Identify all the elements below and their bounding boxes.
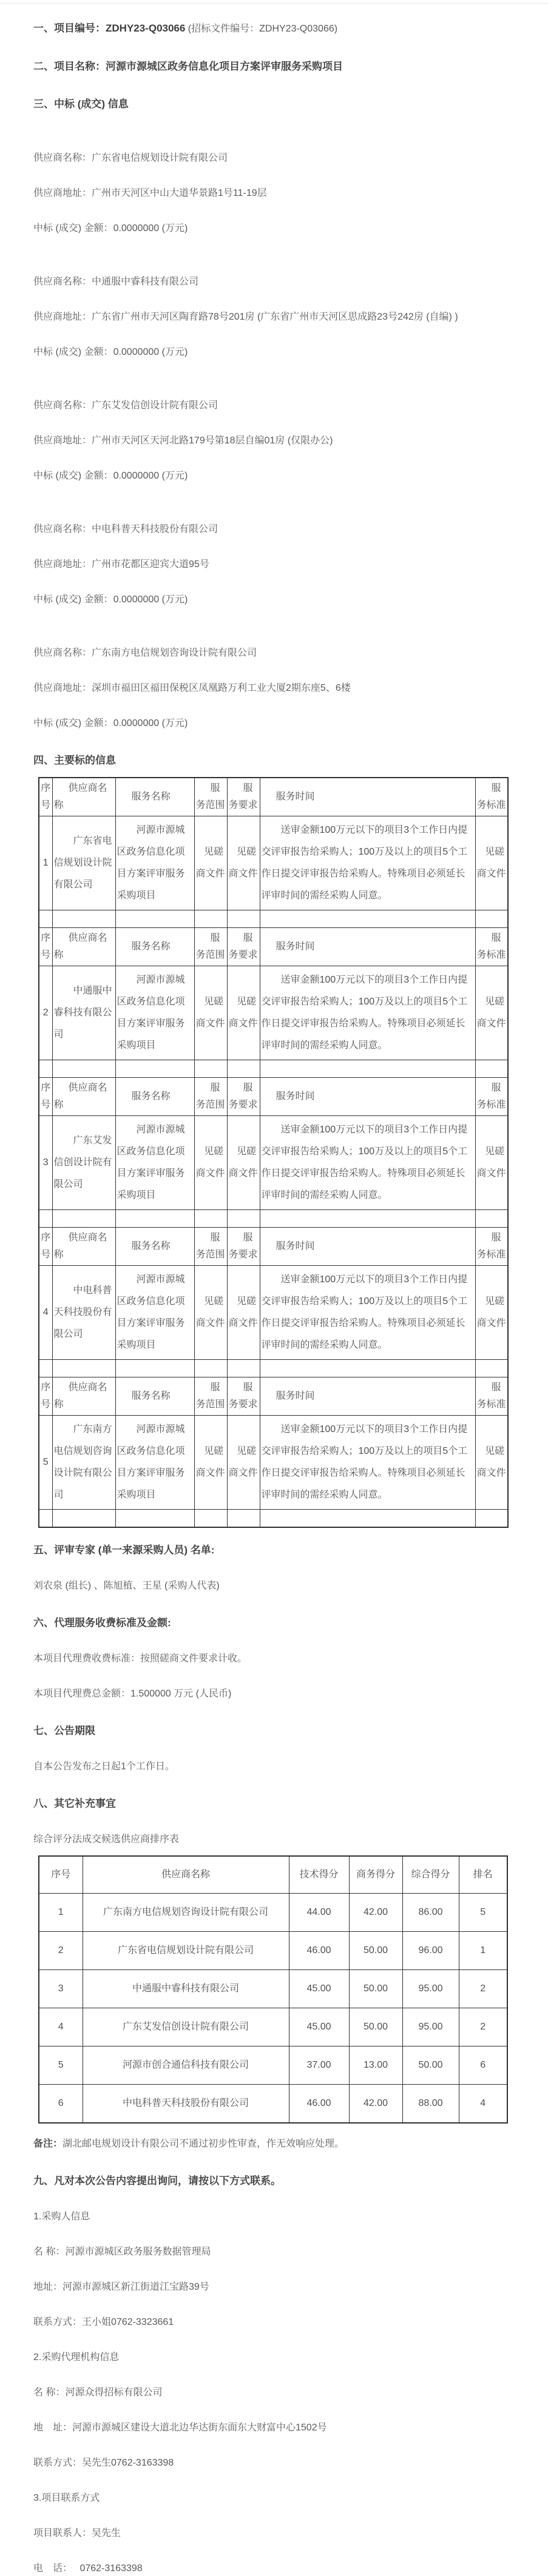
announcement-period-heading: 七、公告期限 — [33, 1725, 95, 1737]
spacer-cell — [475, 1210, 508, 1228]
purchaser-contact: 联系方式：王小姐0762-3323661 — [33, 2317, 174, 2327]
spacer-cell — [115, 910, 194, 928]
ranking-row — [39, 2008, 507, 2046]
cell-tech-score: 37.00 — [289, 2046, 349, 2085]
supplier-name-value: 中电科普天科技股份有限公司 — [92, 524, 218, 534]
cell-supplier: 广东省电信规划设计院有限公司 — [52, 816, 115, 910]
amount-value: 0.0000000 (万元) — [113, 347, 188, 357]
spacer-cell — [227, 1360, 260, 1377]
supplier-name-label: 供应商名称： — [33, 400, 92, 411]
cell-total-score: 50.00 — [402, 2046, 459, 2085]
col-requirement: 服务要求 — [227, 928, 260, 966]
col-standard: 服务标准 — [475, 778, 508, 816]
spacer-cell — [260, 1510, 475, 1528]
col-seq: 序号 — [39, 1377, 52, 1416]
spacer-cell — [475, 1060, 508, 1078]
cell-time: 送审金额100万元以下的项目3个工作日内提交评审报告给采购人；100万及以上的项目5个工作日提交评审报告给采购人。特殊项目必须延长评审时间的需经采购人同意。 — [260, 1266, 475, 1360]
subject-header-row — [39, 1228, 508, 1266]
supplier-addr-label: 供应商地址： — [33, 312, 92, 322]
agency-contact: 联系方式：吴先生0762-3163398 — [33, 2458, 174, 2468]
col-supplier: 供应商名称 — [52, 1377, 115, 1416]
spacer-cell — [115, 1360, 194, 1377]
col-standard: 服务标准 — [475, 1078, 508, 1116]
spacer-cell — [475, 1510, 508, 1528]
supplier-name-value: 广东省电信规划设计院有限公司 — [92, 153, 228, 163]
supplier-addr-value: 广东省广州市天河区陶育路78号201房 (广东省广州市天河区思成路23号242房 (自编) ) — [92, 312, 458, 322]
cell-seq: 3 — [39, 1116, 52, 1210]
cell-time: 送审金额100万元以下的项目3个工作日内提交评审报告给采购人；100万及以上的项目5个工作日提交评审报告给采购人。特殊项目必须延长评审时间的需经采购人同意。 — [260, 1116, 475, 1210]
col-time: 服务时间 — [260, 1377, 475, 1416]
remark-label: 备注： — [33, 2139, 63, 2149]
project-contact-phone: 电 话： 0762-3163398 — [33, 2563, 143, 2574]
supplier-addr-line — [33, 661, 515, 696]
contact-heading: 九、凡对本次公告内容提出询问，请按以下方式联系。 — [33, 2175, 281, 2187]
ranking-table — [38, 1855, 508, 2124]
cell-biz-score: 42.00 — [349, 2085, 402, 2124]
purchaser-address: 地址：河源市源城区新江街道江宝路39号 — [33, 2282, 209, 2292]
amount-label: 中标 (成交) 金额： — [33, 718, 113, 728]
award-info-heading: 三、中标 (成交) 信息 — [33, 98, 129, 110]
ranking-header-row — [39, 1856, 507, 1894]
cell-biz-score: 50.00 — [349, 1932, 402, 1970]
subject-data-row — [39, 816, 508, 910]
supplier-name-line — [33, 502, 515, 537]
cell-requirement: 见磋商文件 — [227, 1266, 260, 1360]
cell-scope: 见磋商文件 — [194, 1116, 227, 1210]
col-service: 服务名称 — [115, 1228, 194, 1266]
spacer-cell — [39, 1060, 52, 1078]
cell-supplier: 广东南方电信规划咨询设计院有限公司 — [83, 1894, 289, 1932]
agency-info-subheading: 2.采购代理机构信息 — [33, 2352, 120, 2362]
col-scope: 服务范围 — [194, 928, 227, 966]
amount-label: 中标 (成交) 金额： — [33, 347, 113, 357]
cell-standard: 见磋商文件 — [475, 816, 508, 910]
spacer-cell — [52, 1360, 115, 1377]
spacer-cell — [194, 1360, 227, 1377]
supplier-name-value: 广东艾发信创设计院有限公司 — [92, 400, 218, 411]
spacer-cell — [194, 1510, 227, 1528]
cell-rank: 6 — [459, 2046, 507, 2085]
cell-scope: 见磋商文件 — [194, 816, 227, 910]
agency-fee-standard: 本项目代理费收费标准：按照磋商文件要求计收。 — [33, 1653, 248, 1664]
cell-requirement: 见磋商文件 — [227, 816, 260, 910]
supplier-addr-line — [33, 289, 515, 325]
cell-supplier: 中电科普天科技股份有限公司 — [52, 1266, 115, 1360]
award-amount-line — [33, 572, 515, 607]
col-requirement: 服务要求 — [227, 1228, 260, 1266]
project-contact-person: 项目联系人：吴先生 — [33, 2528, 121, 2538]
supplier-addr-value: 深圳市福田区福田保税区凤凰路万利工业大厦2期东座5、6楼 — [92, 683, 351, 693]
cell-tech-score: 45.00 — [289, 1970, 349, 2008]
cell-service: 河源市源城区政务信息化项目方案评审服务采购项目 — [115, 966, 194, 1060]
supplier-addr-value: 广州市天河区中山大道华景路1号11-19层 — [92, 188, 267, 198]
cell-service: 河源市源城区政务信息化项目方案评审服务采购项目 — [115, 1266, 194, 1360]
subject-spacer-row — [39, 1360, 508, 1377]
cell-tech-score: 46.00 — [289, 1932, 349, 1970]
supplier-name-label: 供应商名称： — [33, 524, 92, 534]
cell-rank: 5 — [459, 1894, 507, 1932]
subject-spacer-row — [39, 1060, 508, 1078]
cell-time: 送审金额100万元以下的项目3个工作日内提交评审报告给采购人；100万及以上的项目5个工作日提交评审报告给采购人。特殊项目必须延长评审时间的需经采购人同意。 — [260, 966, 475, 1060]
col-seq: 序号 — [39, 1228, 52, 1266]
cell-supplier: 中通服中睿科技有限公司 — [52, 966, 115, 1060]
spacer-cell — [227, 910, 260, 928]
amount-label: 中标 (成交) 金额： — [33, 223, 113, 234]
spacer-cell — [475, 1360, 508, 1377]
project-number-bold: 一、项目编号：ZDHY23-Q03066 — [33, 22, 186, 34]
amount-value: 0.0000000 (万元) — [113, 718, 188, 728]
cell-time: 送审金额100万元以下的项目3个工作日内提交评审报告给采购人；100万及以上的项目5个工作日提交评审报告给采购人。特殊项目必须延长评审时间的需经采购人同意。 — [260, 816, 475, 910]
col-seq: 序号 — [39, 1856, 83, 1894]
cell-rank: 4 — [459, 2085, 507, 2124]
cell-seq: 2 — [39, 1932, 83, 1970]
cell-total-score: 86.00 — [402, 1894, 459, 1932]
col-service: 服务名称 — [115, 778, 194, 816]
ranking-row — [39, 2085, 507, 2124]
col-time: 服务时间 — [260, 778, 475, 816]
experts-heading: 五、评审专家 (单一来源采购人员) 名单: — [33, 1544, 215, 1556]
supplier-addr-label: 供应商地址： — [33, 559, 92, 570]
cell-seq: 5 — [39, 2046, 83, 2085]
supplier-addr-line — [33, 166, 515, 201]
cell-supplier: 广东艾发信创设计院有限公司 — [52, 1116, 115, 1210]
spacer-cell — [39, 1210, 52, 1228]
supplier-addr-line — [33, 537, 515, 572]
col-service: 服务名称 — [115, 1377, 194, 1416]
col-time: 服务时间 — [260, 928, 475, 966]
cell-supplier: 广东南方电信规划咨询设计院有限公司 — [52, 1416, 115, 1510]
cell-total-score: 88.00 — [402, 2085, 459, 2124]
purchaser-info-subheading: 1.采购人信息 — [33, 2211, 90, 2222]
tender-doc-number: (招标文件编号：ZDHY23-Q03066) — [185, 24, 338, 34]
col-supplier: 供应商名称 — [52, 1228, 115, 1266]
cell-supplier: 中通服中睿科技有限公司 — [83, 1970, 289, 2008]
col-service: 服务名称 — [115, 1078, 194, 1116]
cell-biz-score: 50.00 — [349, 1970, 402, 2008]
cell-time: 送审金额100万元以下的项目3个工作日内提交评审报告给采购人；100万及以上的项目5个工作日提交评审报告给采购人。特殊项目必须延长评审时间的需经采购人同意。 — [260, 1416, 475, 1510]
col-standard: 服务标准 — [475, 928, 508, 966]
cell-total-score: 95.00 — [402, 1970, 459, 2008]
cell-requirement: 见磋商文件 — [227, 1116, 260, 1210]
subject-data-row — [39, 1266, 508, 1360]
supplier-addr-label: 供应商地址： — [33, 188, 92, 198]
ranking-row — [39, 1894, 507, 1932]
cell-seq: 4 — [39, 2008, 83, 2046]
supplier-addr-line — [33, 413, 515, 448]
cell-seq: 1 — [39, 816, 52, 910]
supplementary-heading: 八、其它补充事宜 — [33, 1798, 116, 1809]
cell-seq: 1 — [39, 1894, 83, 1932]
main-subject-table — [38, 777, 509, 1528]
col-seq: 序号 — [39, 928, 52, 966]
project-number-heading — [33, 0, 515, 37]
spacer-cell — [227, 1060, 260, 1078]
supplier-addr-label: 供应商地址： — [33, 683, 92, 693]
col-total-score: 综合得分 — [402, 1856, 459, 1894]
announcement-period-text: 自本公告发布之日起1个工作日。 — [33, 1761, 175, 1772]
cell-standard: 见磋商文件 — [475, 1266, 508, 1360]
subject-header-row — [39, 1377, 508, 1416]
spacer-cell — [52, 1510, 115, 1528]
col-scope: 服务范围 — [194, 1228, 227, 1266]
cell-scope: 见磋商文件 — [194, 1416, 227, 1510]
col-supplier: 供应商名称 — [83, 1856, 289, 1894]
agency-fee-heading: 六、代理服务收费标准及金额: — [33, 1617, 171, 1629]
cell-biz-score: 13.00 — [349, 2046, 402, 2085]
cell-service: 河源市源城区政务信息化项目方案评审服务采购项目 — [115, 816, 194, 910]
cell-scope: 见磋商文件 — [194, 1266, 227, 1360]
col-standard: 服务标准 — [475, 1377, 508, 1416]
col-requirement: 服务要求 — [227, 1078, 260, 1116]
spacer-cell — [227, 1510, 260, 1528]
amount-value: 0.0000000 (万元) — [113, 223, 188, 234]
col-service: 服务名称 — [115, 928, 194, 966]
subject-spacer-row — [39, 1510, 508, 1528]
col-standard: 服务标准 — [475, 1228, 508, 1266]
spacer-cell — [260, 1210, 475, 1228]
amount-label: 中标 (成交) 金额： — [33, 594, 113, 605]
cell-seq: 5 — [39, 1416, 52, 1510]
agency-fee-total: 本项目代理费总金额：1.500000 万元 (人民币) — [33, 1689, 232, 1699]
subject-header-row — [39, 778, 508, 816]
ranking-row — [39, 1932, 507, 1970]
cell-service: 河源市源城区政务信息化项目方案评审服务采购项目 — [115, 1116, 194, 1210]
winner-block-2 — [33, 236, 515, 360]
spacer-cell — [115, 1210, 194, 1228]
amount-value: 0.0000000 (万元) — [113, 594, 188, 605]
winner-block-4 — [33, 483, 515, 607]
supplier-name-label: 供应商名称： — [33, 648, 92, 658]
spacer-cell — [194, 1210, 227, 1228]
col-biz-score: 商务得分 — [349, 1856, 402, 1894]
winner-block-3 — [33, 360, 515, 483]
agency-name: 名 称：河源众得招标有限公司 — [33, 2387, 163, 2398]
subject-spacer-row — [39, 910, 508, 928]
award-amount-line — [33, 325, 515, 360]
cell-seq: 3 — [39, 1970, 83, 2008]
spacer-cell — [260, 1060, 475, 1078]
supplier-name-label: 供应商名称： — [33, 153, 92, 163]
amount-value: 0.0000000 (万元) — [113, 471, 188, 481]
experts-list: 刘农泉 (组长) 、陈旭植、王星 (采购人代表) — [33, 1581, 220, 1591]
supplier-addr-value: 广州市天河区天河北路179号第18层自编01房 (仅限办公) — [92, 435, 333, 446]
spacer-cell — [260, 910, 475, 928]
spacer-cell — [39, 1360, 52, 1377]
col-seq: 序号 — [39, 1078, 52, 1116]
col-scope: 服务范围 — [194, 1078, 227, 1116]
col-time: 服务时间 — [260, 1228, 475, 1266]
spacer-cell — [39, 1510, 52, 1528]
col-scope: 服务范围 — [194, 1377, 227, 1416]
remark-text: 湖北邮电规划设计有限公司不通过初步性审查，作无效响应处理。 — [63, 2139, 345, 2149]
cell-seq: 6 — [39, 2085, 83, 2124]
spacer-cell — [115, 1510, 194, 1528]
cell-supplier: 中电科普天科技股份有限公司 — [83, 2085, 289, 2124]
col-time: 服务时间 — [260, 1078, 475, 1116]
project-name-heading: 二、项目名称：河源市源城区政务信息化项目方案评审服务采购项目 — [33, 61, 343, 72]
subject-header-row — [39, 928, 508, 966]
cell-tech-score: 44.00 — [289, 1894, 349, 1932]
main-subject-heading: 四、主要标的信息 — [33, 755, 116, 766]
spacer-cell — [52, 1060, 115, 1078]
subject-data-row — [39, 1116, 508, 1210]
cell-standard: 见磋商文件 — [475, 966, 508, 1060]
spacer-cell — [260, 1360, 475, 1377]
col-tech-score: 技术得分 — [289, 1856, 349, 1894]
award-amount-line — [33, 696, 515, 731]
col-rank: 排名 — [459, 1856, 507, 1894]
col-seq: 序号 — [39, 778, 52, 816]
winner-block-5 — [33, 607, 515, 731]
subject-data-row — [39, 1416, 508, 1510]
supplier-name-line — [33, 130, 515, 166]
supplier-name-line — [33, 378, 515, 413]
subject-data-row — [39, 966, 508, 1060]
cell-seq: 2 — [39, 966, 52, 1060]
cell-service: 河源市源城区政务信息化项目方案评审服务采购项目 — [115, 1416, 194, 1510]
spacer-cell — [475, 910, 508, 928]
spacer-cell — [39, 910, 52, 928]
col-supplier: 供应商名称 — [52, 778, 115, 816]
cell-supplier: 广东省电信规划设计院有限公司 — [83, 1932, 289, 1970]
cell-rank: 1 — [459, 1932, 507, 1970]
cell-requirement: 见磋商文件 — [227, 966, 260, 1060]
spacer-cell — [52, 1210, 115, 1228]
cell-standard: 见磋商文件 — [475, 1416, 508, 1510]
supplier-name-line — [33, 625, 515, 661]
cell-biz-score: 42.00 — [349, 1894, 402, 1932]
remark-line — [33, 2124, 515, 2151]
spacer-cell — [194, 1060, 227, 1078]
award-amount-line — [33, 448, 515, 483]
amount-label: 中标 (成交) 金额： — [33, 471, 113, 481]
spacer-cell — [194, 910, 227, 928]
supplier-addr-label: 供应商地址： — [33, 435, 92, 446]
supplier-addr-value: 广州市花都区迎宾大道95号 — [92, 559, 209, 570]
cell-tech-score: 45.00 — [289, 2008, 349, 2046]
spacer-cell — [52, 910, 115, 928]
cell-biz-score: 50.00 — [349, 2008, 402, 2046]
cell-supplier: 河源市创合通信科技有限公司 — [83, 2046, 289, 2085]
cell-total-score: 95.00 — [402, 2008, 459, 2046]
ranking-row — [39, 1970, 507, 2008]
col-supplier: 供应商名称 — [52, 1078, 115, 1116]
cell-supplier: 广东艾发信创设计院有限公司 — [83, 2008, 289, 2046]
project-contact-subheading: 3.项目联系方式 — [33, 2493, 100, 2503]
purchaser-name: 名 称：河源市源城区政务服务数据管理局 — [33, 2247, 211, 2257]
supplier-name-label: 供应商名称： — [33, 277, 92, 287]
subject-spacer-row — [39, 1210, 508, 1228]
cell-seq: 4 — [39, 1266, 52, 1360]
award-amount-line — [33, 201, 515, 236]
cell-standard: 见磋商文件 — [475, 1116, 508, 1210]
subject-header-row — [39, 1078, 508, 1116]
cell-requirement: 见磋商文件 — [227, 1416, 260, 1510]
spacer-cell — [115, 1060, 194, 1078]
col-supplier: 供应商名称 — [52, 928, 115, 966]
supplier-name-line — [33, 254, 515, 289]
col-scope: 服务范围 — [194, 778, 227, 816]
col-requirement: 服务要求 — [227, 1377, 260, 1416]
col-requirement: 服务要求 — [227, 778, 260, 816]
cell-total-score: 96.00 — [402, 1932, 459, 1970]
top-divider — [0, 3, 548, 4]
winner-block-1 — [33, 112, 515, 236]
cell-tech-score: 46.00 — [289, 2085, 349, 2124]
cell-scope: 见磋商文件 — [194, 966, 227, 1060]
ranking-table-title: 综合评分法成交候选供应商排序表 — [33, 1834, 180, 1845]
supplier-name-value: 中通服中睿科技有限公司 — [92, 277, 199, 287]
cell-rank: 2 — [459, 1970, 507, 2008]
agency-address: 地 址：河源市源城区建设大道北边华达街东面东大财富中心1502号 — [33, 2423, 327, 2433]
cell-rank: 2 — [459, 2008, 507, 2046]
supplier-name-value: 广东南方电信规划咨询设计院有限公司 — [92, 648, 257, 658]
spacer-cell — [227, 1210, 260, 1228]
ranking-row — [39, 2046, 507, 2085]
